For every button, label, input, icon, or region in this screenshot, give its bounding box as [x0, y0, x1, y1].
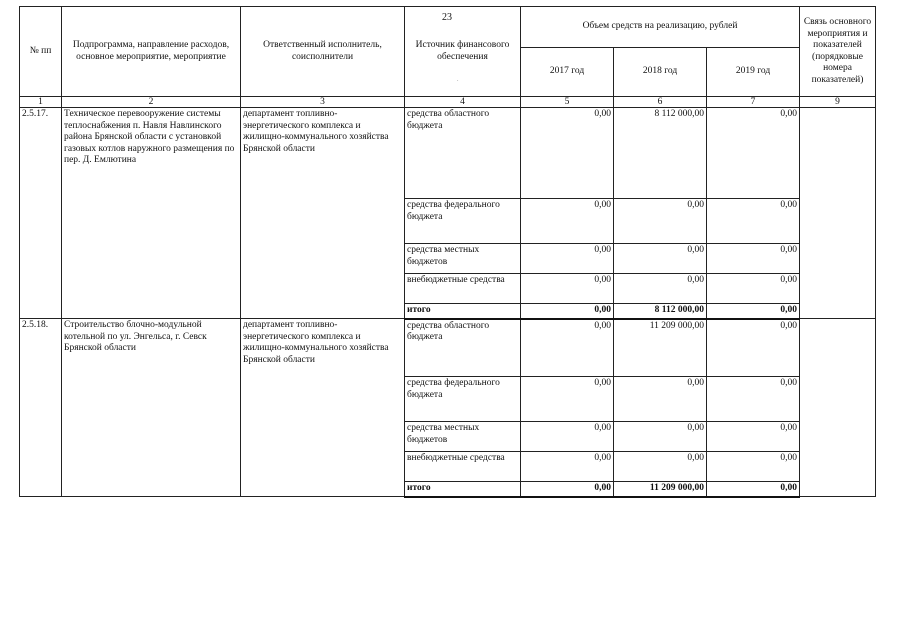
value-2019: 0,00	[707, 274, 800, 304]
value-2018: 0,00	[614, 199, 707, 244]
value-2018: 0,00	[614, 274, 707, 304]
total-label: итого	[405, 304, 521, 319]
total-2019: 0,00	[707, 482, 800, 497]
source-label: средства федерального бюджета	[405, 199, 521, 244]
scan-dot: .	[457, 77, 459, 83]
value-2017: 0,00	[521, 319, 614, 377]
col-number: 7	[707, 97, 800, 108]
item-executor: департамент топливно-энергетического комплекса и жилищно-коммунального хозяйства Брянской области	[241, 108, 405, 319]
header-year-2019: 2019 год	[707, 48, 800, 97]
link-cell	[800, 108, 876, 319]
value-2017: 0,00	[521, 244, 614, 274]
value-2018: 0,00	[614, 422, 707, 452]
col-number: 2	[62, 97, 241, 108]
header-year-2018: 2018 год	[614, 48, 707, 97]
value-2019: 0,00	[707, 199, 800, 244]
item-name: Техническое перевооружение системы теплоснабжения п. Навля Навлинского района Брянской области с установкой газовых котлов наружного размещения по пер. Д. Емлютина	[62, 108, 241, 319]
funding-table	[19, 6, 876, 498]
header-program: Подпрограмма, направление расходов, основное мероприятие, мероприятие	[62, 7, 241, 97]
col-number: 9	[800, 97, 876, 108]
value-2017: 0,00	[521, 452, 614, 482]
col-number: 3	[241, 97, 405, 108]
item-id: 2.5.17.	[20, 108, 62, 319]
value-2018: 11 209 000,00	[614, 319, 707, 377]
value-2018: 8 112 000,00	[614, 108, 707, 199]
col-number: 1	[20, 97, 62, 108]
header-num: № пп	[20, 7, 62, 97]
col-number: 4	[405, 97, 521, 108]
value-2019: 0,00	[707, 244, 800, 274]
total-2019: 0,00	[707, 304, 800, 319]
header-executor: Ответственный исполнитель, соисполнители	[241, 7, 405, 97]
source-label: средства федерального бюджета	[405, 377, 521, 422]
total-2018: 11 209 000,00	[614, 482, 707, 497]
source-label: средства областного бюджета	[405, 108, 521, 199]
value-2017: 0,00	[521, 377, 614, 422]
value-2019: 0,00	[707, 452, 800, 482]
col-number: 5	[521, 97, 614, 108]
page-number: 23	[442, 12, 452, 23]
value-2017: 0,00	[521, 274, 614, 304]
header-link: Связь основного мероприятия и показателей (порядковые номера показателей)	[800, 7, 876, 97]
source-label: внебюджетные средства	[405, 452, 521, 482]
value-2019: 0,00	[707, 108, 800, 199]
source-label: средства местных бюджетов	[405, 422, 521, 452]
link-cell	[800, 319, 876, 497]
value-2017: 0,00	[521, 199, 614, 244]
value-2017: 0,00	[521, 422, 614, 452]
total-label: итого	[405, 482, 521, 497]
item-executor: департамент топливно-энергетического комплекса и жилищно-коммунального хозяйства Брянской области	[241, 319, 405, 497]
total-2017: 0,00	[521, 482, 614, 497]
total-2018: 8 112 000,00	[614, 304, 707, 319]
col-number: 6	[614, 97, 707, 108]
value-2019: 0,00	[707, 377, 800, 422]
header-year-2017: 2017 год	[521, 48, 614, 97]
value-2019: 0,00	[707, 422, 800, 452]
header-volume: Объем средств на реализацию, рублей	[521, 7, 800, 48]
value-2018: 0,00	[614, 377, 707, 422]
item-id: 2.5.18.	[20, 319, 62, 497]
item-name: Строительство блочно-модульной котельной по ул. Энгельса, г. Севск Брянской области	[62, 319, 241, 497]
value-2018: 0,00	[614, 452, 707, 482]
total-2017: 0,00	[521, 304, 614, 319]
source-label: средства местных бюджетов	[405, 244, 521, 274]
source-label: средства областного бюджета	[405, 319, 521, 377]
value-2019: 0,00	[707, 319, 800, 377]
source-label: внебюджетные средства	[405, 274, 521, 304]
value-2018: 0,00	[614, 244, 707, 274]
header-source: Источник финансового обеспечения	[405, 7, 521, 97]
value-2017: 0,00	[521, 108, 614, 199]
